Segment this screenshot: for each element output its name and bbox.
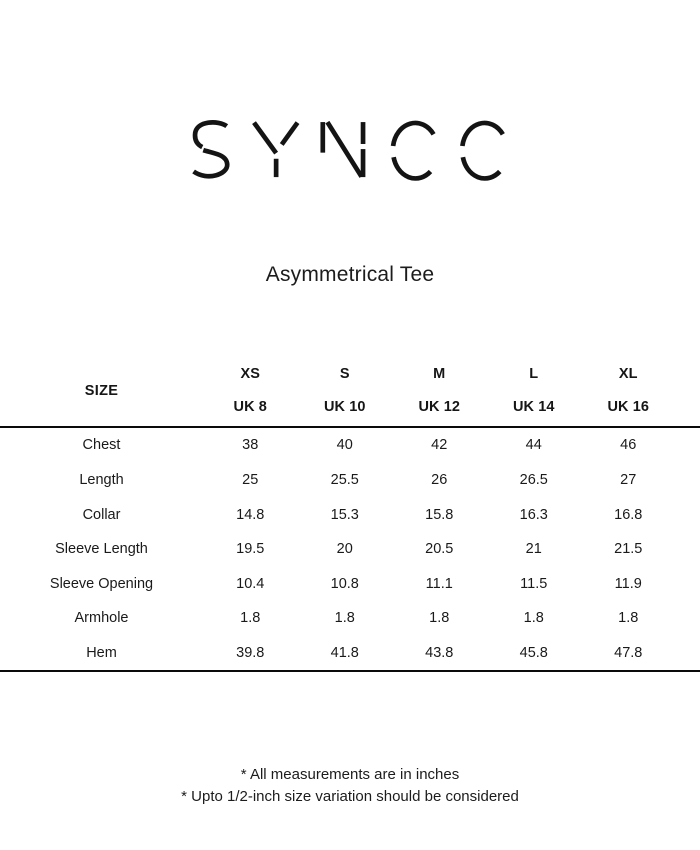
- measurement-value: 44: [525, 437, 542, 454]
- uk-size-label: UK 14: [512, 399, 555, 416]
- measurement-row: [0, 532, 700, 567]
- size-label: XS: [240, 366, 261, 383]
- measurement-value: 11.9: [614, 575, 642, 592]
- measurement-value: 10.8: [330, 575, 359, 592]
- product-title: Asymmetrical Tee: [265, 263, 435, 287]
- measurement-value: 25.5: [330, 472, 359, 489]
- measurement-row: [0, 428, 700, 463]
- size-column-header: [298, 367, 393, 415]
- measurement-value: 40: [336, 437, 353, 454]
- size-chart: [0, 367, 700, 672]
- size-column-header: [392, 367, 487, 415]
- measurement-value: 1.8: [240, 610, 261, 627]
- measurement-value: 39.8: [236, 645, 265, 662]
- size-corner-label: SIZE: [84, 383, 119, 400]
- measurement-value: 41.8: [330, 645, 359, 662]
- size-label: S: [339, 366, 350, 383]
- brand-logo: [0, 0, 700, 181]
- measurement-label: Hem: [86, 645, 117, 662]
- measurement-value: 21.5: [614, 541, 643, 558]
- measurement-row: [0, 463, 700, 498]
- measurement-value: 11.1: [425, 575, 453, 592]
- measurement-value: 14.8: [236, 506, 265, 523]
- measurement-value: 38: [242, 437, 259, 454]
- size-column-header: [203, 367, 298, 415]
- size-column-header: [487, 367, 582, 415]
- measurement-row: [0, 567, 700, 602]
- measurement-value: 20.5: [425, 541, 454, 558]
- measurement-value: 27: [620, 472, 637, 489]
- measurement-value: 43.8: [425, 645, 454, 662]
- measurement-value: 47.8: [614, 645, 643, 662]
- size-column-header: [581, 367, 676, 415]
- measurement-value: 19.5: [236, 541, 265, 558]
- uk-size-label: UK 10: [323, 399, 366, 416]
- measurement-label: Length: [79, 472, 124, 489]
- measurement-value: 42: [431, 437, 448, 454]
- footnotes: [0, 764, 700, 807]
- measurement-row: [0, 601, 700, 636]
- uk-size-label: UK 16: [607, 399, 650, 416]
- size-chart-header: [0, 367, 700, 428]
- measurement-value: 16.3: [519, 506, 548, 523]
- measurement-label: Collar: [82, 506, 121, 523]
- measurement-value: 26: [431, 472, 448, 489]
- syncc-logo-icon: [190, 118, 510, 181]
- measurement-value: 1.8: [429, 610, 450, 627]
- size-label: M: [433, 366, 446, 383]
- measurement-value: 1.8: [618, 610, 639, 627]
- measurement-value: 16.8: [614, 506, 643, 523]
- uk-size-label: UK 12: [418, 399, 461, 416]
- measurement-value: 15.8: [425, 506, 454, 523]
- measurement-value: 11.5: [520, 575, 548, 592]
- measurement-value: 15.3: [330, 506, 359, 523]
- measurement-label: Sleeve Length: [55, 541, 148, 558]
- measurement-value: 20: [336, 541, 353, 558]
- footnote-units: * All measurements are in inches: [240, 766, 460, 784]
- measurement-value: 46: [620, 437, 637, 454]
- size-label: L: [529, 366, 539, 383]
- measurement-value: 1.8: [334, 610, 355, 627]
- measurement-value: 21: [525, 541, 542, 558]
- uk-size-label: UK 8: [233, 399, 267, 416]
- measurement-value: 10.4: [236, 575, 265, 592]
- measurement-row: [0, 636, 700, 671]
- measurement-row: [0, 497, 700, 532]
- measurement-value: 45.8: [519, 645, 548, 662]
- measurement-label: Sleeve Opening: [49, 575, 154, 592]
- footnote-variation: * Upto 1/2-inch size variation should be considered: [181, 787, 519, 805]
- measurement-label: Armhole: [74, 610, 129, 627]
- measurement-value: 25: [242, 472, 259, 489]
- size-chart-body: [0, 428, 700, 672]
- measurement-value: 1.8: [523, 610, 544, 627]
- measurement-label: Chest: [82, 437, 121, 454]
- measurement-value: 26.5: [519, 472, 548, 489]
- size-label: XL: [618, 366, 638, 383]
